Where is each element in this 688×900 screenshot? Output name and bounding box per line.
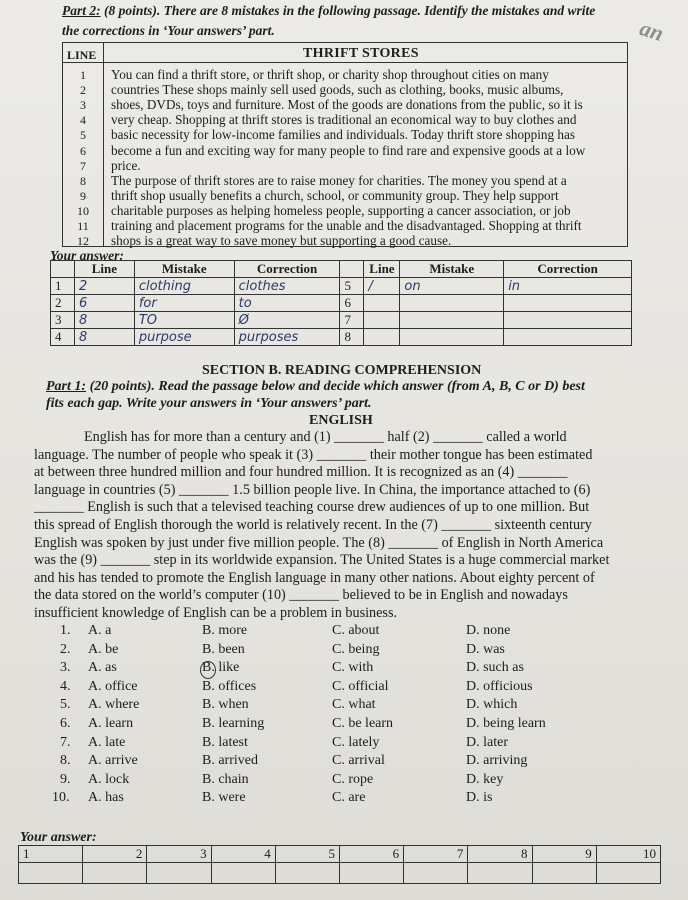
option-b[interactable]: B. offices — [202, 678, 257, 694]
option-a[interactable]: A. lock — [88, 771, 130, 787]
answer-number: 2 — [83, 846, 147, 863]
answer-blank-cell[interactable] — [19, 863, 83, 884]
part2-heading: Part 2: (8 points). There are 8 mistakes in the following passage. Identify the mistakes and write — [62, 3, 596, 18]
line-number: 9 — [80, 188, 86, 203]
option-d[interactable]: D. arriving — [466, 753, 528, 769]
passage-line: thrift shop usually benefits a church, school, or community group. They help support — [111, 187, 559, 203]
answer-number: 8 — [468, 846, 532, 863]
passage-line: You can find a thrift store, or thrift shop, or charity shop throughout cities on many — [111, 67, 549, 82]
circled-answer-mark — [200, 661, 216, 679]
line-column-header: LINE — [67, 48, 97, 62]
option-d[interactable]: D. key — [466, 771, 504, 787]
answer-blank-cell[interactable] — [83, 863, 147, 884]
option-c[interactable]: C. official — [332, 678, 389, 694]
part1-your-answer-label: Your answer: — [20, 830, 97, 845]
option-c[interactable]: C. arrival — [332, 753, 385, 769]
answer-blank-cell[interactable] — [596, 863, 660, 884]
part1-answer-grid — [18, 845, 661, 884]
answer-cell[interactable]: Ø — [238, 313, 249, 328]
line-number: 4 — [80, 113, 86, 128]
part1-heading-line2: fits each gap. Write your answers in ‘Your answers’ part. — [46, 396, 372, 411]
part2-heading-line2: the corrections in ‘Your answers’ part. — [62, 23, 275, 38]
passage-line: the data stored on the world’s computer (10) _______ believed to be in English and nowadays — [34, 587, 568, 604]
option-a[interactable]: A. arrive — [88, 753, 138, 769]
option-a[interactable]: A. a — [88, 623, 112, 638]
passage-line: language. The number of people who speak it (3) _______ their mother tongue has been estimated — [34, 446, 593, 463]
option-b[interactable]: B. chain — [202, 771, 249, 787]
part2-your-answer-label: Your answer: — [50, 248, 124, 263]
passage-line: _______ English is such that a televised teaching course drew audiences of up to one million. But — [34, 499, 590, 516]
answer-number: 7 — [404, 846, 468, 863]
option-b[interactable]: B. more — [202, 623, 248, 638]
option-c[interactable]: C. being — [332, 641, 380, 657]
row-number: 2 — [55, 295, 62, 310]
line-number: 6 — [80, 143, 86, 158]
english-passage-title: ENGLISH — [309, 413, 373, 428]
option-d[interactable]: D. later — [466, 734, 508, 750]
passage-line: shoes, DVDs, toys and furniture. Most of the goods are donations from the public, so it is — [111, 97, 583, 113]
passage-line: price. — [111, 157, 141, 173]
answer-number: 3 — [147, 846, 211, 863]
answer-header: Correction — [234, 261, 340, 278]
option-b[interactable]: B. like — [202, 660, 240, 676]
passage-line: charitable purposes as helping homeless people, supporting a cancer association, or job — [111, 202, 571, 218]
question-number: 7. — [60, 734, 71, 750]
option-b[interactable]: B. when — [202, 697, 249, 713]
line-number: 3 — [80, 98, 86, 113]
question-number: 1. — [60, 623, 71, 638]
answer-blank-cell[interactable] — [404, 863, 468, 884]
answer-cell[interactable]: / — [368, 279, 373, 294]
option-c[interactable]: C. be learn — [332, 716, 394, 731]
question-number: 9. — [60, 771, 71, 787]
answer-number: 1 — [19, 846, 83, 863]
passage-title: THRIFT STORES — [303, 46, 419, 61]
answer-cell[interactable]: clothing — [138, 279, 191, 294]
option-d[interactable]: D. being learn — [466, 716, 546, 731]
option-c[interactable]: C. about — [332, 623, 380, 638]
row-number: 6 — [344, 295, 351, 310]
option-c[interactable]: C. rope — [332, 771, 374, 787]
question-number: 3. — [60, 660, 71, 676]
answer-number: 9 — [532, 846, 596, 863]
passage-line: and his has tended to promote the English language in many other nations. About eighty percent of — [34, 569, 595, 586]
option-a[interactable]: A. office — [88, 678, 138, 694]
option-c[interactable]: C. what — [332, 697, 376, 713]
answer-cell[interactable]: 8 — [78, 313, 88, 328]
answer-row — [51, 278, 632, 295]
answer-cell[interactable]: TO — [138, 313, 158, 328]
passage-line: countries These shops mainly sell used goods, such as clothing, books, music albums, — [111, 82, 564, 98]
option-d[interactable]: D. was — [466, 641, 505, 657]
question-number: 2. — [60, 641, 71, 657]
edge-fragment: an — [636, 15, 667, 47]
option-c[interactable]: C. are — [332, 790, 366, 806]
answer-header: Mistake — [400, 261, 504, 278]
option-d[interactable]: D. which — [466, 697, 518, 713]
answer-blank-cell[interactable] — [147, 863, 211, 884]
question-number: 8. — [60, 753, 71, 769]
answer-row — [51, 329, 632, 346]
option-b[interactable]: B. been — [202, 641, 245, 657]
option-d[interactable]: D. such as — [466, 660, 524, 676]
answer-blank-cell[interactable] — [211, 863, 275, 884]
passage-line: English was spoken by just under five million people. The (8) _______ of English in North America — [34, 534, 604, 551]
question-number: 6. — [60, 716, 71, 731]
line-number: 2 — [80, 83, 86, 98]
answer-row — [51, 295, 632, 312]
answer-cell[interactable]: to — [238, 296, 252, 311]
answer-number: 4 — [211, 846, 275, 863]
answer-header: Mistake — [134, 261, 234, 278]
part1-heading: Part 1: (20 points). Read the passage below and decide which answer (from A, B, C or D) best — [46, 379, 585, 394]
option-b[interactable]: B. learning — [202, 716, 265, 731]
line-number: 8 — [80, 173, 86, 188]
answer-cell[interactable]: purpose — [138, 330, 192, 345]
passage-line: very cheap. Shopping at thrift stores is traditional an economical way to buy clothes and — [111, 112, 577, 128]
option-c[interactable]: C. with — [332, 660, 374, 676]
answer-blank-cell[interactable] — [532, 863, 596, 884]
answer-blank-cell[interactable] — [275, 863, 339, 884]
option-b[interactable]: B. latest — [202, 734, 248, 750]
part2-answer-grid — [50, 260, 632, 346]
passage-line: The purpose of thrift stores are to raise money for charities. The money you spend at a — [111, 172, 567, 188]
question-number: 4. — [60, 678, 71, 694]
option-a[interactable]: A. where — [88, 697, 140, 713]
option-b[interactable]: B. arrived — [202, 753, 258, 769]
option-d[interactable]: D. officious — [466, 678, 533, 694]
answer-cell[interactable]: 8 — [78, 330, 88, 345]
question-number: 10. — [52, 790, 70, 806]
row-number: 3 — [55, 312, 62, 327]
option-a[interactable]: A. has — [88, 790, 124, 806]
answer-blank-cell[interactable] — [339, 863, 403, 884]
answer-header: Correction — [504, 261, 632, 278]
answer-cell[interactable]: 2 — [78, 279, 88, 294]
line-number: 5 — [80, 128, 86, 143]
passage-line: this spread of English thorough the world is relatively recent. In the (7) _______ sixteenth century — [34, 517, 592, 533]
answer-row — [51, 312, 632, 329]
answer-number: 10 — [596, 846, 660, 863]
passage-line: language in countries (5) _______ 1.5 billion people live. In China, the importance attached to (6) — [34, 481, 591, 498]
line-number: 12 — [77, 234, 89, 249]
option-a[interactable]: A. learn — [88, 716, 134, 731]
answer-cell[interactable]: clothes — [238, 279, 286, 294]
question-number: 5. — [60, 697, 71, 713]
row-number: 7 — [344, 312, 351, 327]
option-a[interactable]: A. late — [88, 734, 126, 750]
passage-line: was the (9) _______ step in its worldwide expansion. The United States is a huge commercial market — [34, 552, 610, 569]
line-number: 7 — [80, 158, 86, 173]
line-number: 11 — [77, 219, 89, 233]
row-number: 4 — [55, 329, 62, 344]
answer-cell[interactable]: for — [138, 296, 157, 311]
answer-number: 6 — [339, 846, 403, 863]
option-a[interactable]: A. as — [88, 660, 117, 676]
option-c[interactable]: C. lately — [332, 734, 380, 750]
row-number: 8 — [344, 329, 351, 344]
answer-cell[interactable]: purposes — [238, 330, 299, 345]
option-b[interactable]: B. were — [202, 790, 246, 806]
answer-cell[interactable]: on — [404, 279, 421, 294]
passage-line: basic necessity for low-income families and individuals. Today thrift store shopping has — [111, 127, 575, 143]
row-number: 5 — [344, 278, 351, 293]
passage-line: training and placement programs for the unable and the disadvantaged. Shopping at thrift — [111, 218, 582, 233]
answer-cell[interactable]: 6 — [78, 296, 88, 311]
answer-header: Line — [74, 261, 134, 278]
option-d[interactable]: D. is — [466, 790, 493, 806]
line-number: 1 — [80, 68, 86, 82]
option-d[interactable]: D. none — [466, 623, 511, 638]
line-number: 10 — [77, 203, 89, 218]
row-number: 1 — [55, 278, 62, 293]
answer-cell[interactable]: in — [508, 279, 521, 294]
section-b-title: SECTION B. READING COMPREHENSION — [202, 363, 482, 378]
passage-line: shops is a great way to save money but supporting a good cause. — [111, 233, 452, 249]
passage-line: insufficient knowledge of English can be a problem in business. — [34, 605, 398, 621]
answer-header: Line — [364, 261, 400, 278]
answer-number: 5 — [275, 846, 339, 863]
passage-line: at between three hundred million and four hundred million. It is recognized as an (4) _______ — [34, 464, 568, 481]
option-a[interactable]: A. be — [88, 641, 119, 657]
thrift-stores-table — [62, 42, 628, 247]
passage-line: become a fun and exciting way for many people to find rare and expensive goods at a low — [111, 142, 586, 158]
passage-line: English has for more than a century and (1) _______ half (2) _______ called a world — [84, 429, 567, 445]
answer-blank-cell[interactable] — [468, 863, 532, 884]
